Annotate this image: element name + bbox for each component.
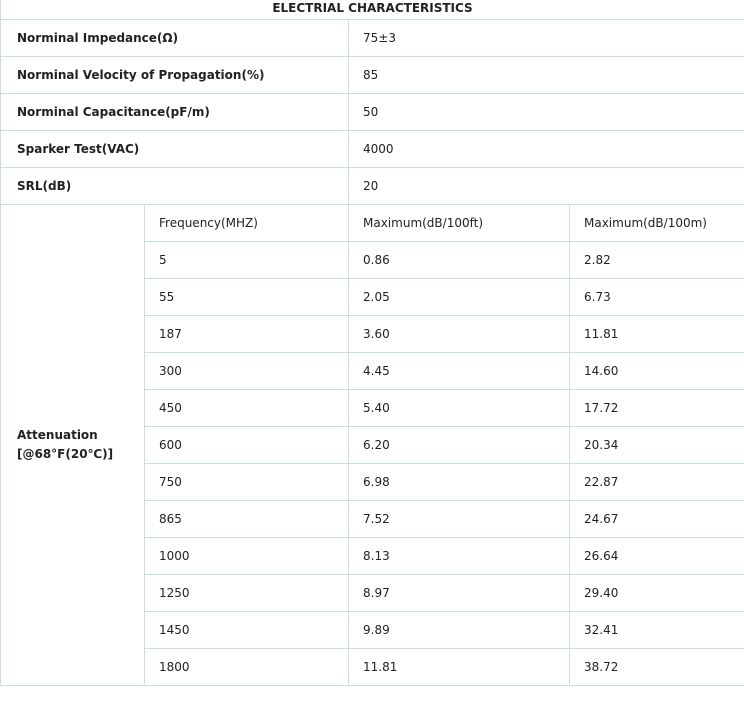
table-cell: 5.40 bbox=[349, 390, 570, 427]
table-cell: 1000 bbox=[145, 538, 349, 575]
table-cell: 55 bbox=[145, 279, 349, 316]
title-row bbox=[1, 0, 744, 20]
table-cell: 22.87 bbox=[570, 464, 744, 501]
property-label: Norminal Capacitance(pF/m) bbox=[1, 94, 349, 131]
table-cell: 38.72 bbox=[570, 649, 744, 686]
table-cell: 8.97 bbox=[349, 575, 570, 612]
table-cell: 32.41 bbox=[570, 612, 744, 649]
table-cell: 6.73 bbox=[570, 279, 744, 316]
property-value: 20 bbox=[349, 168, 744, 205]
table-cell: 4.45 bbox=[349, 353, 570, 390]
attenuation-label bbox=[1, 205, 145, 686]
table-cell: 187 bbox=[145, 316, 349, 353]
table-cell: 20.34 bbox=[570, 427, 744, 464]
table-title: ELECTRIAL CHARACTERISTICS bbox=[1, 0, 744, 20]
table-cell: 3.60 bbox=[349, 316, 570, 353]
table-cell: 6.98 bbox=[349, 464, 570, 501]
property-row bbox=[1, 20, 744, 57]
property-row bbox=[1, 57, 744, 94]
table-cell: 9.89 bbox=[349, 612, 570, 649]
table-cell: 2.82 bbox=[570, 242, 744, 279]
table-cell: 2.05 bbox=[349, 279, 570, 316]
table-cell: 26.64 bbox=[570, 538, 744, 575]
table-cell: 0.86 bbox=[349, 242, 570, 279]
column-header: Maximum(dB/100ft) bbox=[349, 205, 570, 242]
property-label: Norminal Velocity of Propagation(%) bbox=[1, 57, 349, 94]
table-cell: 450 bbox=[145, 390, 349, 427]
property-label: Sparker Test(VAC) bbox=[1, 131, 349, 168]
property-value: 50 bbox=[349, 94, 744, 131]
table-cell: 1250 bbox=[145, 575, 349, 612]
property-value: 85 bbox=[349, 57, 744, 94]
property-row bbox=[1, 168, 744, 205]
table-cell: 1450 bbox=[145, 612, 349, 649]
property-row bbox=[1, 94, 744, 131]
attenuation-label-condition: [@68°F(20℃)] bbox=[17, 447, 114, 461]
table-cell: 600 bbox=[145, 427, 349, 464]
table-cell: 750 bbox=[145, 464, 349, 501]
column-header: Frequency(MHZ) bbox=[145, 205, 349, 242]
table-cell: 865 bbox=[145, 501, 349, 538]
table-cell: 11.81 bbox=[349, 649, 570, 686]
table-cell: 29.40 bbox=[570, 575, 744, 612]
attenuation-label-title: Attenuation bbox=[17, 428, 98, 442]
table-cell: 5 bbox=[145, 242, 349, 279]
table-cell: 7.52 bbox=[349, 501, 570, 538]
column-header: Maximum(dB/100m) bbox=[570, 205, 744, 242]
property-label: SRL(dB) bbox=[1, 168, 349, 205]
table-cell: 8.13 bbox=[349, 538, 570, 575]
table-cell: 6.20 bbox=[349, 427, 570, 464]
property-value: 75±3 bbox=[349, 20, 744, 57]
table-cell: 17.72 bbox=[570, 390, 744, 427]
attenuation-header-row bbox=[1, 205, 744, 242]
table-cell: 11.81 bbox=[570, 316, 744, 353]
table-cell: 1800 bbox=[145, 649, 349, 686]
table-cell: 300 bbox=[145, 353, 349, 390]
property-label: Norminal Impedance(Ω) bbox=[1, 20, 349, 57]
property-row bbox=[1, 131, 744, 168]
table-cell: 24.67 bbox=[570, 501, 744, 538]
table-cell: 14.60 bbox=[570, 353, 744, 390]
property-value: 4000 bbox=[349, 131, 744, 168]
